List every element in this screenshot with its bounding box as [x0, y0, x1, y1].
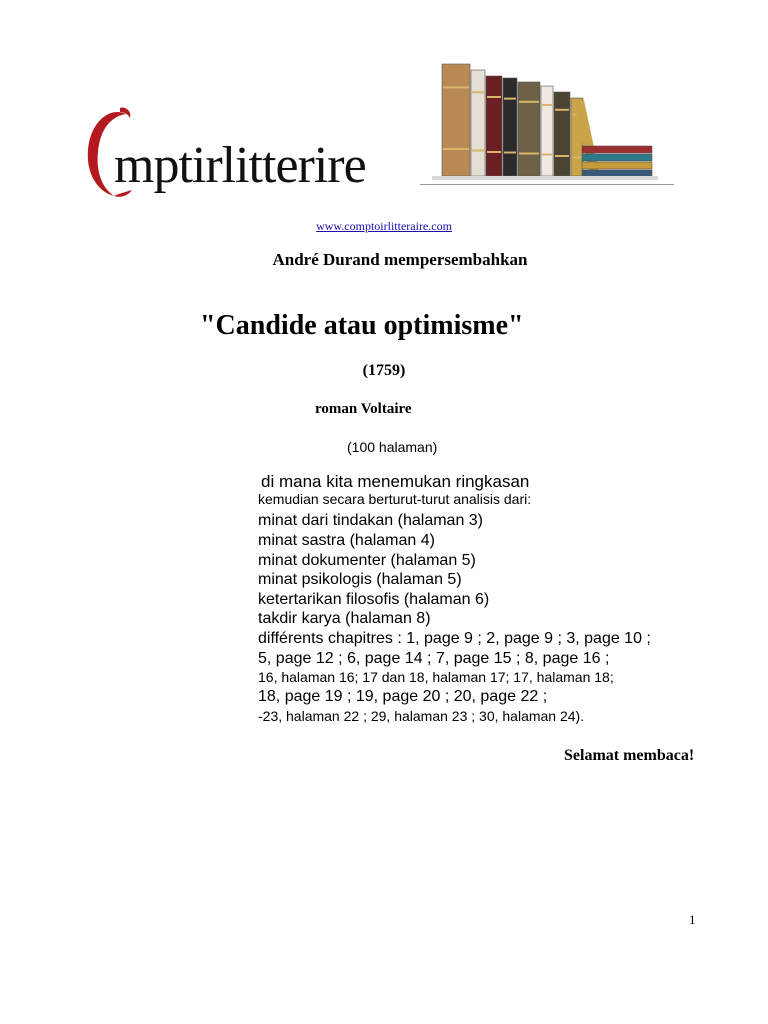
contents-item: -23, halaman 22 ; 29, halaman 23 ; 30, halaman 24).: [258, 708, 585, 724]
logo-text: mptirlitterire: [114, 137, 366, 194]
book-band: [519, 153, 539, 155]
contents-item: 18, page 19 ; 19, page 20 ; 20, page 22 ;: [258, 688, 548, 705]
contents-item: minat dari tindakan (halaman 3): [258, 512, 484, 529]
book-band: [504, 98, 516, 100]
contents-item: différents chapitres : 1, page 9 ; 2, page 9 ; 3, page 10 ;: [258, 630, 651, 647]
book-band: [542, 154, 552, 156]
stacked-book: [582, 162, 652, 169]
book-spine: [471, 70, 485, 176]
stacked-book: [582, 154, 652, 161]
author-line: roman Voltaire: [315, 401, 412, 417]
books-image: [432, 60, 658, 182]
publication-year: (1759): [362, 362, 406, 379]
intro-line-1: di mana kita menemukan ringkasan: [261, 472, 530, 491]
contents-item: takdir karya (halaman 8): [258, 610, 431, 627]
contents-item: ketertarikan filosofis (halaman 6): [258, 591, 490, 608]
book-band: [472, 150, 484, 152]
page-number: 1: [689, 912, 696, 927]
website-link[interactable]: www.comptoirlitteraire.com: [316, 219, 452, 233]
contents-item: minat dokumenter (halaman 5): [258, 552, 476, 569]
presenter-line: André Durand mempersembahkan: [272, 250, 528, 269]
book-band: [555, 109, 569, 111]
book-band: [443, 148, 469, 150]
intro-line-2: kemudian secara berturut-turut analisis dari:: [258, 491, 532, 507]
book-spine: [554, 92, 570, 176]
book-spine: [518, 82, 540, 176]
book-band: [472, 91, 484, 93]
book-band: [487, 151, 501, 153]
stacked-book: [582, 170, 652, 177]
book-spine: [503, 78, 517, 176]
contents-item: minat sastra (halaman 4): [258, 532, 435, 549]
page-count: (100 halaman): [347, 439, 438, 455]
book-spine: [442, 64, 470, 176]
book-band: [519, 101, 539, 103]
book-title: "Candide atau optimisme": [200, 310, 524, 341]
contents-item: minat psikologis (halaman 5): [258, 571, 462, 588]
closing-line: Selamat membaca!: [564, 747, 695, 764]
book-spine: [541, 86, 553, 176]
book-band: [542, 104, 552, 106]
contents-item: 5, page 12 ; 6, page 14 ; 7, page 15 ; 8, page 16 ;: [258, 650, 610, 667]
book-band: [487, 96, 501, 98]
contents-item: 16, halaman 16; 17 dan 18, halaman 17; 17, halaman 18;: [258, 669, 614, 685]
stacked-book: [582, 146, 652, 153]
header-divider: [420, 184, 674, 185]
book-band: [504, 152, 516, 154]
book-band: [443, 86, 469, 88]
book-band: [572, 157, 582, 159]
shelf-surface: [432, 176, 658, 180]
book-band: [555, 155, 569, 157]
book-spine: [486, 76, 502, 176]
